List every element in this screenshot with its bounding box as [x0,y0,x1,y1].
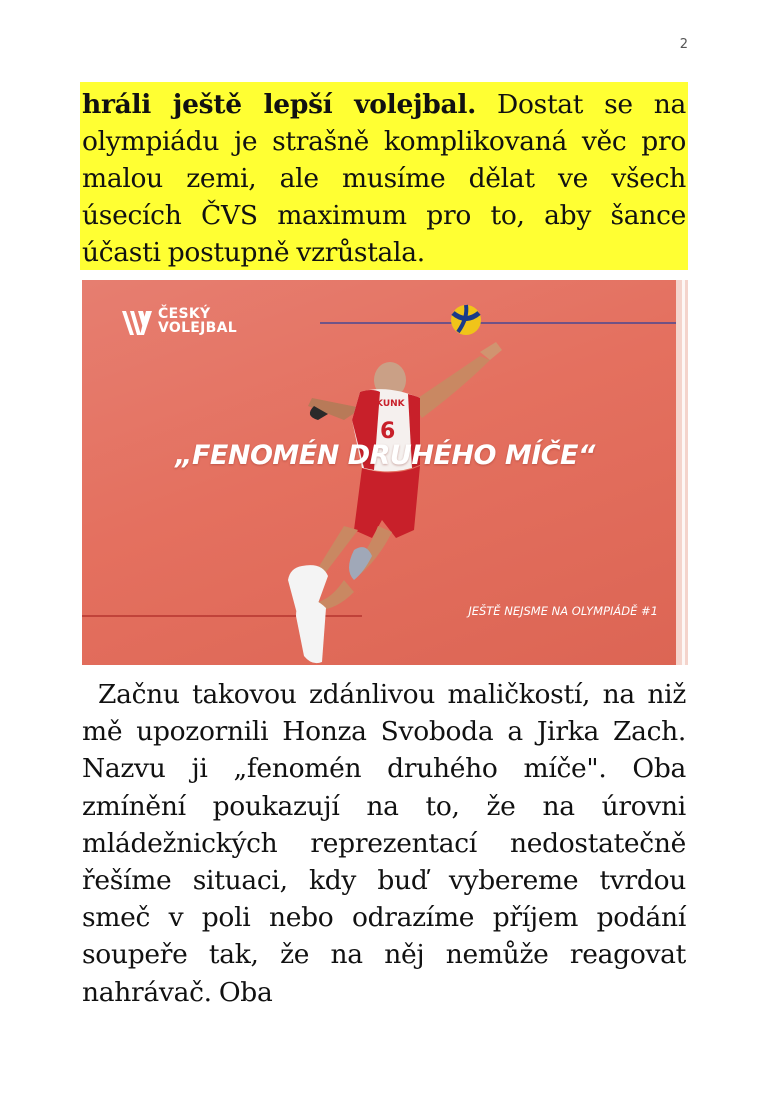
jersey-name: KUNK [376,399,405,409]
logo-line-2: VOLEJBAL [158,320,238,336]
body-paragraph-text: Začnu takovou zdánlivou maličkostí, na niž mě upozornili Honza Svoboda a Jirka Zach. Nazvu ji „fenomén druhého míče". Oba zmínění poukazují na to, že na úrovni mládežnických reprezentací nedostatečně řešíme situaci, kdy buď vybereme tvrdou smeč v poli nebo odrazíme příjem podání soupeře tak, že na něj nemůže reagovat nahrávač. Oba [82,679,686,1008]
logo-text [158,307,237,335]
series-label: JEŠTĚ NEJSME NA OLYMPIÁDĚ #1 [468,604,658,618]
bold-lead-text: hráli ještě lepší volejbal. [82,89,477,120]
article-image [82,280,688,665]
cesky-volejbal-logo-icon [122,311,152,335]
volleyball-icon [451,305,481,335]
page-number: 2 [679,37,688,52]
top-paragraph [82,86,686,271]
logo-line-1: ČESKÝ [158,306,211,322]
logo [158,307,237,335]
image-headline: „FENOMÉN DRUHÉHO MÍČE“ [175,440,595,471]
paragraph-continuation: Dostat se na olympiádu je strašně komplikovaná věc pro malou zemi, ale musíme dělat ve všech úsecích ČVS maximum pro to, aby šance účasti postupně vzrůstala. [82,89,686,268]
jersey-number: 6 [380,419,396,444]
body-paragraph [82,676,686,1011]
